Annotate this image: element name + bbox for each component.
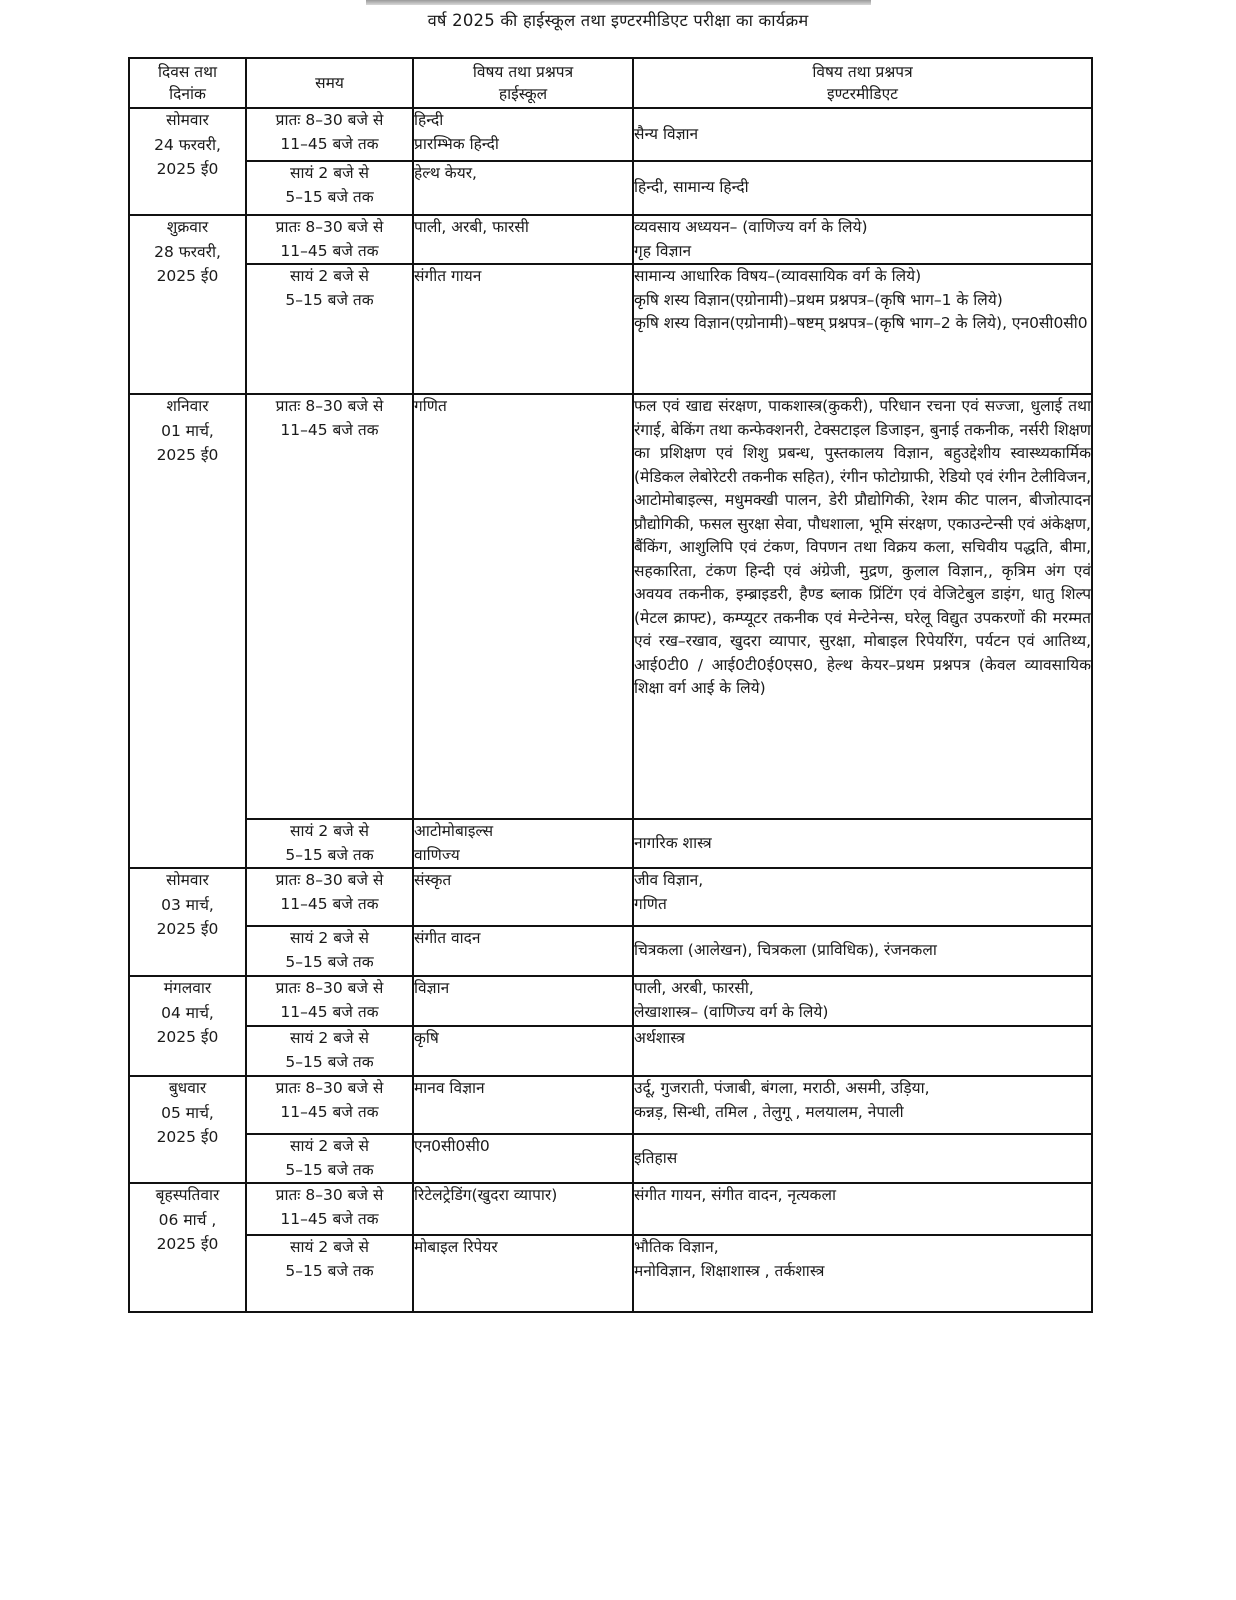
highschool-subject: संस्कृत bbox=[414, 871, 452, 889]
document-title: वर्ष 2025 की हाईस्कूल तथा इण्टरमीडिएट परीक्षा का कार्यक्रम bbox=[427, 11, 809, 30]
exam-schedule-table bbox=[128, 57, 1093, 1313]
header-date-line: दिवस तथा bbox=[157, 63, 218, 81]
intermediate-subject: लेखाशास्त्र– (वाणिज्य वर्ग के लिये) bbox=[634, 1002, 829, 1021]
time-line: सायं 2 बजे से bbox=[290, 822, 369, 840]
time-line: 11–45 बजे तक bbox=[280, 1102, 379, 1121]
time-cell-evening bbox=[246, 819, 413, 868]
highschool-subject: हिन्दी bbox=[414, 111, 444, 129]
time-cell-morning bbox=[246, 976, 413, 1026]
header-intermediate-line: इण्टरमीडिएट bbox=[827, 85, 898, 103]
table-row-morning bbox=[129, 215, 1092, 264]
highschool-subject-cell bbox=[413, 394, 633, 819]
highschool-subject: कृषि bbox=[414, 1029, 439, 1047]
time-line: सायं 2 बजे से bbox=[290, 1137, 369, 1155]
time-line: प्रातः 8–30 बजे से bbox=[275, 397, 384, 415]
header-date bbox=[129, 58, 246, 108]
time-line: प्रातः 8–30 बजे से bbox=[275, 1186, 384, 1204]
time-line: 5–15 बजे तक bbox=[285, 1052, 374, 1071]
time-cell-evening bbox=[246, 1235, 413, 1312]
intermediate-subject: भौतिक विज्ञान, bbox=[634, 1238, 719, 1256]
date-line: 2025 ई0 bbox=[156, 1235, 219, 1253]
date-line: 2025 ई0 bbox=[156, 446, 219, 464]
time-line: सायं 2 बजे से bbox=[290, 267, 369, 285]
date-line: सोमवार bbox=[166, 871, 209, 889]
date-cell bbox=[129, 1183, 246, 1312]
date-line: मंगलवार bbox=[163, 979, 212, 997]
time-line: 11–45 बजे तक bbox=[280, 894, 379, 913]
intermediate-subject: नागरिक शास्त्र bbox=[634, 833, 712, 852]
highschool-subject: संगीत गायन bbox=[414, 267, 482, 285]
date-line: 28 फरवरी, bbox=[154, 242, 221, 261]
date-line: 2025 ई0 bbox=[156, 1028, 219, 1046]
highschool-subject: रिटेलट्रेडिंग(खुदरा व्यापार) bbox=[414, 1186, 558, 1204]
table-row-morning bbox=[129, 394, 1092, 819]
table-row-morning bbox=[129, 108, 1092, 161]
table-row-evening bbox=[129, 161, 1092, 215]
time-cell-morning bbox=[246, 1183, 413, 1235]
highschool-subject-cell bbox=[413, 264, 633, 394]
time-line: प्रातः 8–30 बजे से bbox=[275, 218, 384, 236]
time-line: सायं 2 बजे से bbox=[290, 1238, 369, 1256]
date-line: 2025 ई0 bbox=[156, 1128, 219, 1146]
intermediate-subject-cell bbox=[633, 1026, 1092, 1076]
intermediate-subject: व्यवसाय अध्ययन– (वाणिज्य वर्ग के लिये) bbox=[634, 218, 868, 236]
intermediate-subject: कृषि शस्य विज्ञान(एग्रोनामी)–प्रथम प्रश्नपत्र–(कृषि भाग–1 के लिये) bbox=[634, 290, 1003, 309]
time-line: सायं 2 बजे से bbox=[290, 1029, 369, 1047]
intermediate-subject-cell bbox=[633, 108, 1092, 161]
intermediate-subject: सैन्य विज्ञान bbox=[634, 124, 699, 143]
intermediate-subject: अर्थशास्त्र bbox=[634, 1029, 685, 1047]
date-cell bbox=[129, 868, 246, 976]
time-cell-evening bbox=[246, 161, 413, 215]
time-cell-morning bbox=[246, 868, 413, 926]
time-line: प्रातः 8–30 बजे से bbox=[275, 1079, 384, 1097]
time-cell-evening bbox=[246, 1134, 413, 1183]
highschool-subject-cell bbox=[413, 161, 633, 215]
date-line: 2025 ई0 bbox=[156, 267, 219, 285]
time-line: 11–45 बजे तक bbox=[280, 420, 379, 439]
header-intermediate-line: विषय तथा प्रश्नपत्र bbox=[812, 63, 913, 81]
intermediate-subject: चित्रकला (आलेखन), चित्रकला (प्राविधिक), रंजनकला bbox=[634, 941, 937, 960]
intermediate-subject: उर्दू, गुजराती, पंजाबी, बंगला, मराठी, असमी, उड़िया, bbox=[634, 1079, 930, 1097]
time-line: 11–45 बजे तक bbox=[280, 134, 379, 153]
intermediate-subject: कृषि शस्य विज्ञान(एग्रोनामी)–षष्टम् प्रश्नपत्र–(कृषि भाग–2 के लिये), एन0सी0सी0 bbox=[634, 314, 1088, 332]
header-highschool bbox=[413, 58, 633, 108]
highschool-subject-cell bbox=[413, 1076, 633, 1134]
intermediate-subject: गणित bbox=[634, 894, 667, 913]
highschool-subject-cell bbox=[413, 1026, 633, 1076]
highschool-subject: विज्ञान bbox=[414, 979, 450, 997]
time-line: प्रातः 8–30 बजे से bbox=[275, 871, 384, 889]
highschool-subject: आटोमोबाइल्स bbox=[414, 822, 494, 840]
time-line: सायं 2 बजे से bbox=[290, 164, 369, 182]
highschool-subject-cell bbox=[413, 976, 633, 1026]
page-top-edge bbox=[366, 0, 871, 5]
table-row-evening bbox=[129, 1235, 1092, 1312]
time-line: 5–15 बजे तक bbox=[285, 952, 374, 971]
date-cell bbox=[129, 215, 246, 394]
intermediate-subject: इतिहास bbox=[634, 1148, 678, 1167]
time-line: सायं 2 बजे से bbox=[290, 929, 369, 947]
intermediate-subject: मनोविज्ञान, शिक्षाशास्त्र , तर्कशास्त्र bbox=[634, 1261, 825, 1280]
highschool-subject-cell bbox=[413, 108, 633, 161]
intermediate-subject-cell bbox=[633, 976, 1092, 1026]
highschool-subject: मोबाइल रिपेयर bbox=[414, 1238, 498, 1256]
time-line: 5–15 बजे तक bbox=[285, 290, 374, 309]
highschool-subject-cell bbox=[413, 1134, 633, 1183]
table-row-morning bbox=[129, 1183, 1092, 1235]
highschool-subject: हेल्थ केयर, bbox=[414, 164, 477, 182]
date-cell bbox=[129, 1076, 246, 1183]
intermediate-subject-cell bbox=[633, 1235, 1092, 1312]
time-line: 5–15 बजे तक bbox=[285, 1160, 374, 1179]
intermediate-subject-cell bbox=[633, 1134, 1092, 1183]
intermediate-subject-cell bbox=[633, 394, 1092, 819]
highschool-subject-cell bbox=[413, 1235, 633, 1312]
intermediate-subject: हिन्दी, सामान्य हिन्दी bbox=[634, 178, 749, 197]
intermediate-subject-cell bbox=[633, 215, 1092, 264]
time-line: 11–45 बजे तक bbox=[280, 1002, 379, 1021]
table-row-evening bbox=[129, 1134, 1092, 1183]
highschool-subject-cell bbox=[413, 1183, 633, 1235]
date-line: 06 मार्च , bbox=[158, 1210, 217, 1229]
time-cell-morning bbox=[246, 1076, 413, 1134]
date-line: 01 मार्च, bbox=[161, 421, 214, 440]
time-line: 5–15 बजे तक bbox=[285, 845, 374, 864]
highschool-subject: संगीत वादन bbox=[414, 929, 481, 947]
highschool-subject-cell bbox=[413, 868, 633, 926]
date-line: 04 मार्च, bbox=[161, 1003, 214, 1022]
highschool-subject: वाणिज्य bbox=[414, 845, 460, 864]
table-row-evening bbox=[129, 926, 1092, 976]
highschool-subject: प्रारम्भिक हिन्दी bbox=[414, 134, 499, 153]
time-line: 11–45 बजे तक bbox=[280, 241, 379, 260]
intermediate-subject: पाली, अरबी, फारसी, bbox=[634, 979, 754, 997]
table-row-morning bbox=[129, 868, 1092, 926]
time-line: 11–45 बजे तक bbox=[280, 1209, 379, 1228]
intermediate-subject-cell bbox=[633, 1076, 1092, 1134]
table-row-morning bbox=[129, 976, 1092, 1026]
date-line: बृहस्पतिवार bbox=[155, 1186, 220, 1204]
date-line: सोमवार bbox=[166, 111, 209, 129]
date-line: बुधवार bbox=[168, 1079, 207, 1097]
header-intermediate bbox=[633, 58, 1092, 108]
intermediate-subject-cell bbox=[633, 926, 1092, 976]
time-cell-morning bbox=[246, 215, 413, 264]
intermediate-subject: फल एवं खाद्य संरक्षण, पाकशास्त्र(कुकरी), परिधान रचना एवं सज्जा, धुलाई तथा रंगाई, बेकिंग तथा कन्फेक्शनरी, टेक्सटाइल डिजाइन, बुनाई तकनीक, नर्सरी शिक्षण का प्रशिक्षण एवं शिशु प्रबन्ध, पुस्तकालय विज्ञान, बहुउद्देशीय स्वास्थ्यकार्मिक (मेडिकल लेबोरेटरी तकनीक सहित), रंगीन फोटोग्राफी, रेडियो एवं रंगीन टेलीविजन, आटोमोबाइल्स, मधुमक्खी पालन, डेरी प्रौद्योगिकी, रेशम कीट पालन, बीजोत्पादन प्रौद्योगिकी, फसल सुरक्षा सेवा, पौधशाला, भूमि संरक्षण, एकाउन्टेन्सी एवं अंकेक्षण, बैंकिंग, आशुलिपि एवं टंकण, विपणन तथा विक्रय कला, सचिवीय पद्धति, बीमा, सहकारिता, टंकण हिन्दी एवं अंग्रेजी, मुद्रण, कुलाल विज्ञान,, कृत्रिम अंग एवं अवयव तकनीक, इम्ब्राइडरी, हैण्ड ब्लाक प्रिंटिंग एवं वेजिटेबुल डाइंग, धातु शिल्प (मेटल क्राफ्ट), कम्प्यूटर तकनीक एवं मेन्टेनेन्स, घरेलू विद्युत उपकरणों की मरम्मत एवं रख–रखाव, खुदरा व्यापार, सुरक्षा, मोबाइल रिपेयरिंग, पर्यटन एवं आतिथ्य, आई0टी0 / आई0टी0ई0एस0, हेल्थ केयर–प्रथम प्रश्नपत्र (केवल व्यावसायिक शिक्षा वर्ग आई के लिये) bbox=[634, 397, 1091, 697]
time-line: 5–15 बजे तक bbox=[285, 187, 374, 206]
header-time: समय bbox=[246, 58, 413, 108]
intermediate-subject-cell bbox=[633, 161, 1092, 215]
intermediate-subject: जीव विज्ञान, bbox=[634, 871, 704, 889]
time-cell-morning bbox=[246, 108, 413, 161]
intermediate-subject: गृह विज्ञान bbox=[634, 241, 692, 260]
header-highschool-line: विषय तथा प्रश्नपत्र bbox=[472, 63, 574, 81]
intermediate-subject-cell bbox=[633, 868, 1092, 926]
highschool-subject-cell bbox=[413, 215, 633, 264]
date-cell bbox=[129, 976, 246, 1076]
date-cell bbox=[129, 394, 246, 868]
date-line: शुक्रवार bbox=[166, 218, 209, 236]
intermediate-subject-cell bbox=[633, 1183, 1092, 1235]
time-cell-evening bbox=[246, 926, 413, 976]
table-row-evening bbox=[129, 1026, 1092, 1076]
date-line: 2025 ई0 bbox=[156, 920, 219, 938]
table-header-row bbox=[129, 58, 1092, 108]
date-line: शनिवार bbox=[166, 397, 209, 415]
time-line: प्रातः 8–30 बजे से bbox=[275, 979, 384, 997]
intermediate-subject: संगीत गायन, संगीत वादन, नृत्यकला bbox=[634, 1186, 836, 1204]
highschool-subject-cell bbox=[413, 926, 633, 976]
highschool-subject-cell bbox=[413, 819, 633, 868]
time-line: प्रातः 8–30 बजे से bbox=[275, 111, 384, 129]
time-cell-evening bbox=[246, 264, 413, 394]
table-row-morning bbox=[129, 1076, 1092, 1134]
highschool-subject: मानव विज्ञान bbox=[414, 1079, 485, 1097]
intermediate-subject: कन्नड़, सिन्धी, तमिल , तेलुगू , मलयालम, नेपाली bbox=[634, 1102, 904, 1121]
intermediate-subject: सामान्य आधारिक विषय–(व्यावसायिक वर्ग के लिये) bbox=[634, 267, 922, 285]
time-cell-morning bbox=[246, 394, 413, 819]
intermediate-subject-cell bbox=[633, 264, 1092, 394]
header-highschool-line: हाईस्कूल bbox=[498, 85, 548, 103]
highschool-subject: पाली, अरबी, फारसी bbox=[414, 218, 529, 236]
table-row-evening bbox=[129, 264, 1092, 394]
date-cell bbox=[129, 108, 246, 215]
header-date-line: दिनांक bbox=[169, 85, 206, 103]
intermediate-subject-cell bbox=[633, 819, 1092, 868]
date-line: 2025 ई0 bbox=[156, 160, 219, 178]
date-line: 03 मार्च, bbox=[161, 895, 214, 914]
time-cell-evening bbox=[246, 1026, 413, 1076]
date-line: 24 फरवरी, bbox=[154, 135, 221, 154]
highschool-subject: गणित bbox=[414, 397, 447, 415]
time-line: 5–15 बजे तक bbox=[285, 1261, 374, 1280]
highschool-subject: एन0सी0सी0 bbox=[414, 1137, 490, 1155]
table-row-evening bbox=[129, 819, 1092, 868]
date-line: 05 मार्च, bbox=[161, 1103, 214, 1122]
